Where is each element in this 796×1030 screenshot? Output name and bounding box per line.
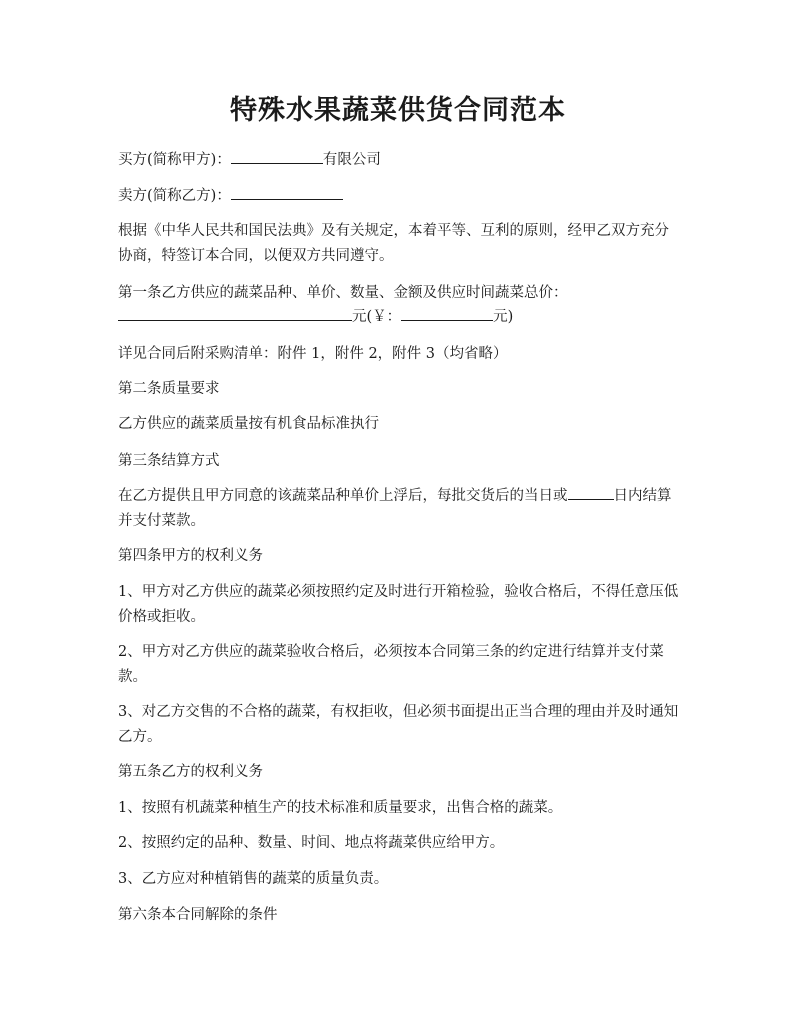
buyer-suffix: 有限公司: [322, 152, 381, 168]
article-1-heading: 第一条乙方供应的蔬菜品种、单价、数量、金额及供应时间蔬菜总价：: [118, 285, 568, 301]
article-5-heading: 第五条乙方的权利义务: [118, 764, 263, 780]
buyer-line: [118, 148, 683, 173]
article-5-item-1: 1、按照有机蔬菜种植生产的技术标准和质量要求，出售合格的蔬菜。: [118, 800, 563, 816]
article-2-text: 乙方供应的蔬菜质量按有机食品标准执行: [118, 416, 379, 432]
article-6-heading: 第六条本合同解除的条件: [118, 907, 278, 923]
buyer-label: 买方(简称甲方)：: [118, 152, 231, 168]
article-4-heading: 第四条甲方的权利义务: [118, 548, 263, 564]
intro-paragraph: 根据《中华人民共和国民法典》及有关规定，本着平等、互利的原则，经甲乙双方充分协商，特签订本合同，以便双方共同遵守。: [118, 223, 669, 264]
seller-line: [118, 184, 683, 209]
buyer-name-blank[interactable]: [231, 148, 323, 164]
article-5-item-3: 3、乙方应对种植销售的蔬菜的质量负责。: [118, 871, 389, 887]
yuan-close: 元): [493, 309, 514, 325]
total-amount-words-blank[interactable]: [118, 305, 352, 321]
article-4-item-2: 2、甲方对乙方供应的蔬菜验收合格后，必须按本合同第三条的约定进行结算并支付菜款。: [118, 644, 664, 685]
article-3-text-b: 日内结算并支付菜款。: [118, 488, 672, 529]
total-amount-number-blank[interactable]: [401, 305, 493, 321]
article-5-item-2: 2、按照约定的品种、数量、时间、地点将蔬菜供应给甲方。: [118, 835, 505, 851]
article-2-heading: 第二条质量要求: [118, 381, 220, 397]
article-4-item-1: 1、甲方对乙方供应的蔬菜必须按照约定及时进行开箱检验，验收合格后，不得任意压低价格或拒收。: [118, 584, 679, 625]
settlement-days-blank[interactable]: [568, 484, 614, 500]
article-3-heading: 第三条结算方式: [118, 453, 220, 469]
attachments-line: 详见合同后附采购清单：附件 1，附件 2，附件 3（均省略）: [118, 346, 508, 362]
article-3-text-a: 在乙方提供且甲方同意的该蔬菜品种单价上浮后，每批交货后的当日或: [118, 488, 568, 504]
article-1-total-line: [118, 305, 683, 330]
yuan-label: 元(￥：: [352, 309, 402, 325]
seller-name-blank[interactable]: [231, 184, 343, 200]
document-title: 特殊水果蔬菜供货合同范本: [230, 95, 566, 126]
seller-label: 卖方(简称乙方)：: [118, 188, 231, 204]
article-4-item-3: 3、对乙方交售的不合格的蔬菜，有权拒收，但必须书面提出正当合理的理由并及时通知乙方。: [118, 704, 679, 745]
article-3-text: [118, 484, 683, 534]
